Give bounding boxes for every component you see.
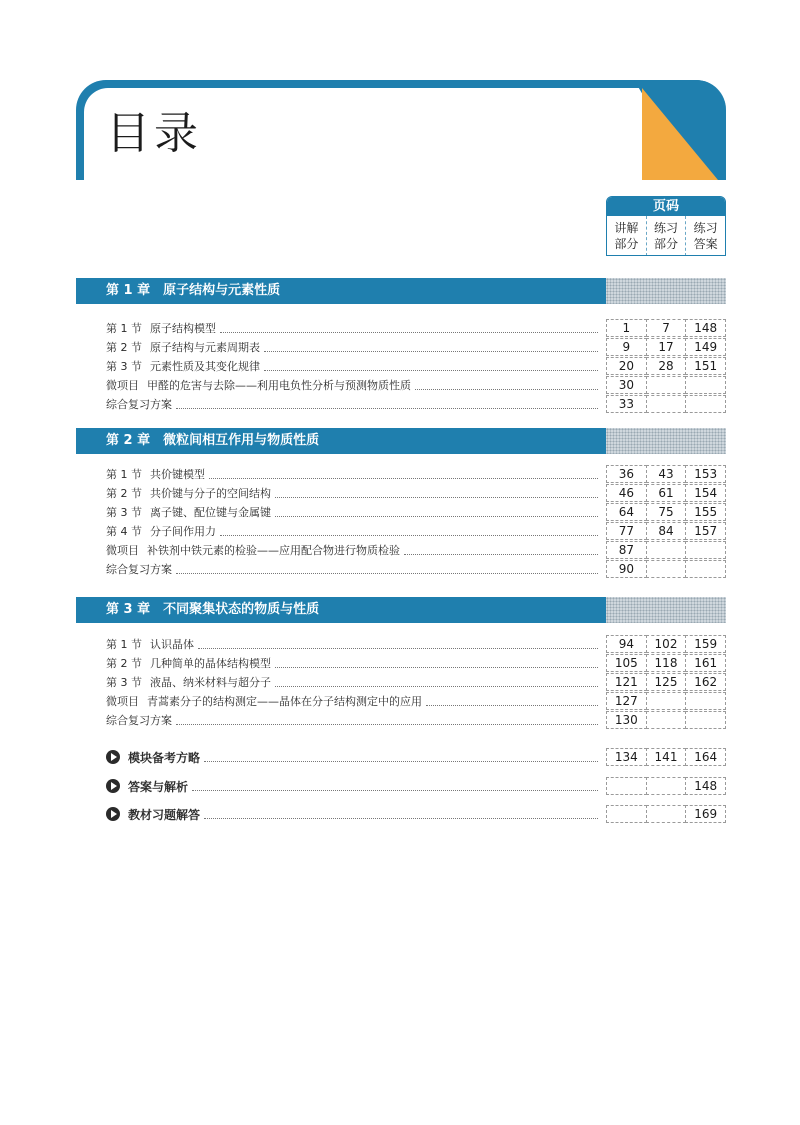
module-entry[interactable] (106, 804, 604, 824)
entry-label: 第 2 节 (106, 487, 142, 500)
page-exercise: 84 (646, 522, 687, 540)
entry-label: 第 2 节 (106, 341, 142, 354)
leader-dots (192, 790, 598, 791)
page-code-column-lecture (607, 216, 646, 256)
entry-title: 液晶、纳米材料与超分子 (150, 676, 271, 689)
entry-label: 第 3 节 (106, 676, 142, 689)
page-exercise: 102 (646, 635, 687, 653)
leader-dots (275, 667, 598, 668)
page-answer: 154 (685, 484, 726, 502)
toc-entry[interactable] (106, 692, 604, 710)
entry-title: 离子键、配位键与金属键 (150, 506, 271, 519)
leader-dots (426, 705, 598, 706)
page-exercise (646, 805, 687, 823)
page-code-column-exercise (646, 216, 686, 256)
leader-dots (415, 389, 598, 390)
leader-dots (404, 554, 598, 555)
toc-entry[interactable] (106, 711, 604, 729)
page-exercise: 43 (646, 465, 687, 483)
play-circle-icon (106, 750, 120, 764)
page-lecture: 9 (606, 338, 647, 356)
page-answer (685, 711, 726, 729)
module-entry[interactable] (106, 776, 604, 796)
page-exercise: 75 (646, 503, 687, 521)
page-lecture: 87 (606, 541, 647, 559)
page-lecture: 77 (606, 522, 647, 540)
leader-dots (176, 724, 598, 725)
chapter-3-bar (76, 597, 726, 623)
toc-entry[interactable] (106, 376, 604, 394)
page-code-title: 页码 (607, 197, 725, 216)
page-cells (606, 748, 726, 766)
leader-dots (176, 573, 598, 574)
toc-entry[interactable] (106, 560, 604, 578)
dot-pattern (606, 428, 726, 454)
column-label-line2: 部分 (614, 237, 639, 251)
page-answer: 157 (685, 522, 726, 540)
toc-entry[interactable] (106, 395, 604, 413)
page-answer (685, 395, 726, 413)
leader-dots (198, 648, 598, 649)
page-lecture (606, 777, 647, 795)
play-circle-icon (106, 779, 120, 793)
page-answer: 151 (685, 357, 726, 375)
page-exercise: 118 (646, 654, 687, 672)
toc-entry[interactable] (106, 654, 604, 672)
dot-pattern (606, 278, 726, 304)
page-cells (606, 376, 726, 394)
page-cells (606, 503, 726, 521)
entry-label: 综合复习方案 (106, 398, 172, 411)
page-exercise (646, 395, 687, 413)
page-exercise (646, 376, 687, 394)
page-lecture: 46 (606, 484, 647, 502)
page-cells (606, 635, 726, 653)
toc-entry[interactable] (106, 635, 604, 653)
page-code-column-answer (685, 216, 725, 256)
page-lecture: 90 (606, 560, 647, 578)
page-exercise: 125 (646, 673, 687, 691)
toc-entry[interactable] (106, 338, 604, 356)
entry-label: 第 1 节 (106, 638, 142, 651)
column-label-line1: 讲解 (614, 221, 639, 235)
leader-dots (275, 686, 598, 687)
page-lecture: 130 (606, 711, 647, 729)
page-lecture: 1 (606, 319, 647, 337)
entry-title: 共价键与分子的空间结构 (150, 487, 271, 500)
toc-entry[interactable] (106, 673, 604, 691)
leader-dots (275, 516, 598, 517)
entry-title: 原子结构模型 (150, 322, 216, 335)
page-exercise: 141 (646, 748, 687, 766)
entry-title: 补铁剂中铁元素的检验——应用配合物进行物质检验 (147, 544, 400, 557)
chapter-heading: 第 3 章 不同聚集状态的物质与性质 (106, 602, 320, 617)
toc-entry[interactable] (106, 522, 604, 540)
page-exercise: 7 (646, 319, 687, 337)
page-answer: 161 (685, 654, 726, 672)
toc-entry[interactable] (106, 465, 604, 483)
column-label-line1: 练习 (654, 221, 679, 235)
page-answer: 155 (685, 503, 726, 521)
page-answer (685, 541, 726, 559)
leader-dots (275, 497, 598, 498)
page-answer (685, 692, 726, 710)
page-lecture: 64 (606, 503, 647, 521)
page-exercise: 61 (646, 484, 687, 502)
page-cells (606, 711, 726, 729)
leader-dots (204, 818, 598, 819)
page-lecture: 33 (606, 395, 647, 413)
leader-dots (220, 535, 598, 536)
page-exercise: 28 (646, 357, 687, 375)
entry-title: 青蒿素分子的结构测定——晶体在分子结构测定中的应用 (147, 695, 422, 708)
entry-title: 甲醛的危害与去除——利用电负性分析与预测物质性质 (147, 379, 411, 392)
entry-label: 第 3 节 (106, 360, 142, 373)
entry-title: 几种简单的晶体结构模型 (150, 657, 271, 670)
toc-entry[interactable] (106, 357, 604, 375)
leader-dots (264, 370, 598, 371)
page-exercise (646, 692, 687, 710)
entry-label: 综合复习方案 (106, 714, 172, 727)
entry-title: 分子间作用力 (150, 525, 216, 538)
page-cells (606, 805, 726, 823)
leader-dots (209, 478, 598, 479)
module-title: 教材习题解答 (128, 807, 201, 822)
page-answer (685, 560, 726, 578)
page-lecture: 105 (606, 654, 647, 672)
toc-entry[interactable] (106, 484, 604, 502)
column-label-line2: 答案 (693, 237, 718, 251)
module-title: 模块备考方略 (128, 750, 201, 765)
page-cells (606, 777, 726, 795)
entry-title: 元素性质及其变化规律 (150, 360, 260, 373)
page-lecture: 30 (606, 376, 647, 394)
page-cells (606, 692, 726, 710)
module-entry[interactable] (106, 747, 604, 767)
page-exercise: 17 (646, 338, 687, 356)
page-cells (606, 338, 726, 356)
play-circle-icon (106, 807, 120, 821)
leader-dots (264, 351, 598, 352)
page-lecture: 121 (606, 673, 647, 691)
page-answer: 159 (685, 635, 726, 653)
chapter-2-bar (76, 428, 726, 454)
page-answer: 153 (685, 465, 726, 483)
chapter-1-bar (76, 278, 726, 304)
page-lecture: 134 (606, 748, 647, 766)
toc-entry[interactable] (106, 541, 604, 559)
page-answer: 149 (685, 338, 726, 356)
page-title: 目录 (106, 108, 202, 159)
entry-label: 综合复习方案 (106, 563, 172, 576)
page-cells (606, 541, 726, 559)
leader-dots (220, 332, 598, 333)
page-answer (685, 376, 726, 394)
page-cells (606, 522, 726, 540)
page-cells (606, 319, 726, 337)
chapter-heading: 第 1 章 原子结构与元素性质 (106, 283, 281, 298)
module-title: 答案与解析 (128, 779, 189, 794)
entry-title: 原子结构与元素周期表 (150, 341, 260, 354)
page-cells (606, 357, 726, 375)
dot-pattern (606, 597, 726, 623)
header-corner-decoration (634, 80, 726, 180)
entry-label: 微项目 (106, 379, 139, 392)
chapter-heading: 第 2 章 微粒间相互作用与物质性质 (106, 433, 320, 448)
page-cells (606, 484, 726, 502)
page-exercise (646, 560, 687, 578)
page-cells (606, 465, 726, 483)
entry-title: 认识晶体 (150, 638, 194, 651)
page-exercise (646, 711, 687, 729)
entry-label: 第 3 节 (106, 506, 142, 519)
page-lecture: 127 (606, 692, 647, 710)
entry-label: 第 1 节 (106, 468, 142, 481)
page-cells (606, 560, 726, 578)
toc-entry[interactable] (106, 503, 604, 521)
entry-label: 第 2 节 (106, 657, 142, 670)
entry-label: 微项目 (106, 544, 139, 557)
entry-label: 微项目 (106, 695, 139, 708)
leader-dots (204, 761, 598, 762)
entry-label: 第 1 节 (106, 322, 142, 335)
page-cells (606, 654, 726, 672)
page-lecture: 36 (606, 465, 647, 483)
page-lecture (606, 805, 647, 823)
entry-title: 共价键模型 (150, 468, 205, 481)
page-cells (606, 673, 726, 691)
entry-label: 第 4 节 (106, 525, 142, 538)
page-answer: 148 (685, 319, 726, 337)
page-code-header (606, 196, 726, 256)
page-exercise (646, 541, 687, 559)
leader-dots (176, 408, 598, 409)
page-lecture: 94 (606, 635, 647, 653)
toc-entry[interactable] (106, 319, 604, 337)
page-answer: 169 (685, 805, 726, 823)
column-label-line1: 练习 (693, 221, 718, 235)
page-cells (606, 395, 726, 413)
page-answer: 164 (685, 748, 726, 766)
page-answer: 162 (685, 673, 726, 691)
page-answer: 148 (685, 777, 726, 795)
page-exercise (646, 777, 687, 795)
page-lecture: 20 (606, 357, 647, 375)
column-label-line2: 部分 (654, 237, 679, 251)
